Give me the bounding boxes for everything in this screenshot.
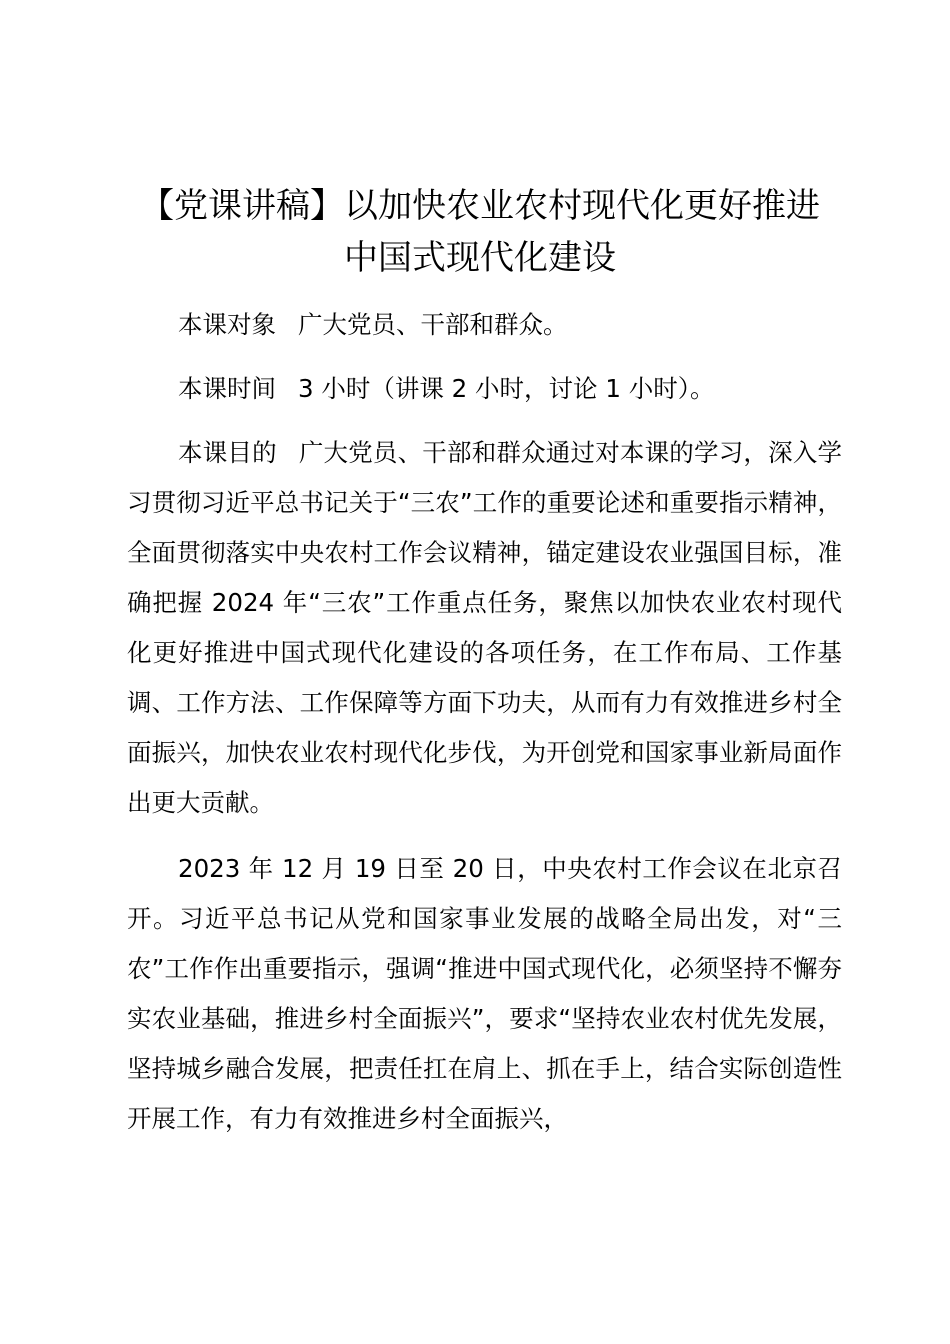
title-line-2: 中国式现代化建设 (344, 238, 616, 278)
purpose-text: 广大党员、干部和群众通过对本课的学习，深入学习贯彻习近平总书记关于“三农”工作的重要论述和重要指示精神，全面贯彻落实中央农村工作会议精神，锚定建设农业强国目标，准确把握 2024 年“三农”工作重点任务，聚焦以加快农业农村现代化更好推进中国式现代化建设的各项任务，在工作布局、工作基调、工作方法、工作保障等方面下功夫，从而有力有效推进乡村全面振兴，加快农业农村现代化步伐，为开创党和国家事业新局面作出更大贡献。 (127, 438, 843, 817)
time-label: 本课时间 (178, 374, 276, 403)
document-body (127, 300, 842, 1144)
document-title (120, 180, 840, 284)
title-line-1: 【党课讲稿】以加快农业农村现代化更好推进 (140, 186, 820, 226)
course-purpose (127, 428, 842, 828)
audience-label: 本课对象 (178, 310, 276, 339)
audience-value: 广大党员、干部和群众。 (298, 310, 568, 339)
course-audience (127, 300, 842, 350)
body-paragraph: 2023 年 12 月 19 日至 20 日，中央农村工作会议在北京召开。习近平总书记从党和国家事业发展的战略全局出发，对“三农”工作作出重要指示，强调“推进中国式现代化，必须坚持不懈夯实农业基础，推进乡村全面振兴”，要求“坚持农业农村优先发展，坚持城乡融合发展，把责任扛在肩上、抓在手上，结合实际创造性开展工作，有力有效推进乡村全面振兴， (127, 854, 842, 1133)
purpose-label: 本课目的 (178, 438, 277, 467)
time-value: 3 小时（讲课 2 小时，讨论 1 小时）。 (298, 374, 715, 403)
course-time (127, 364, 842, 414)
